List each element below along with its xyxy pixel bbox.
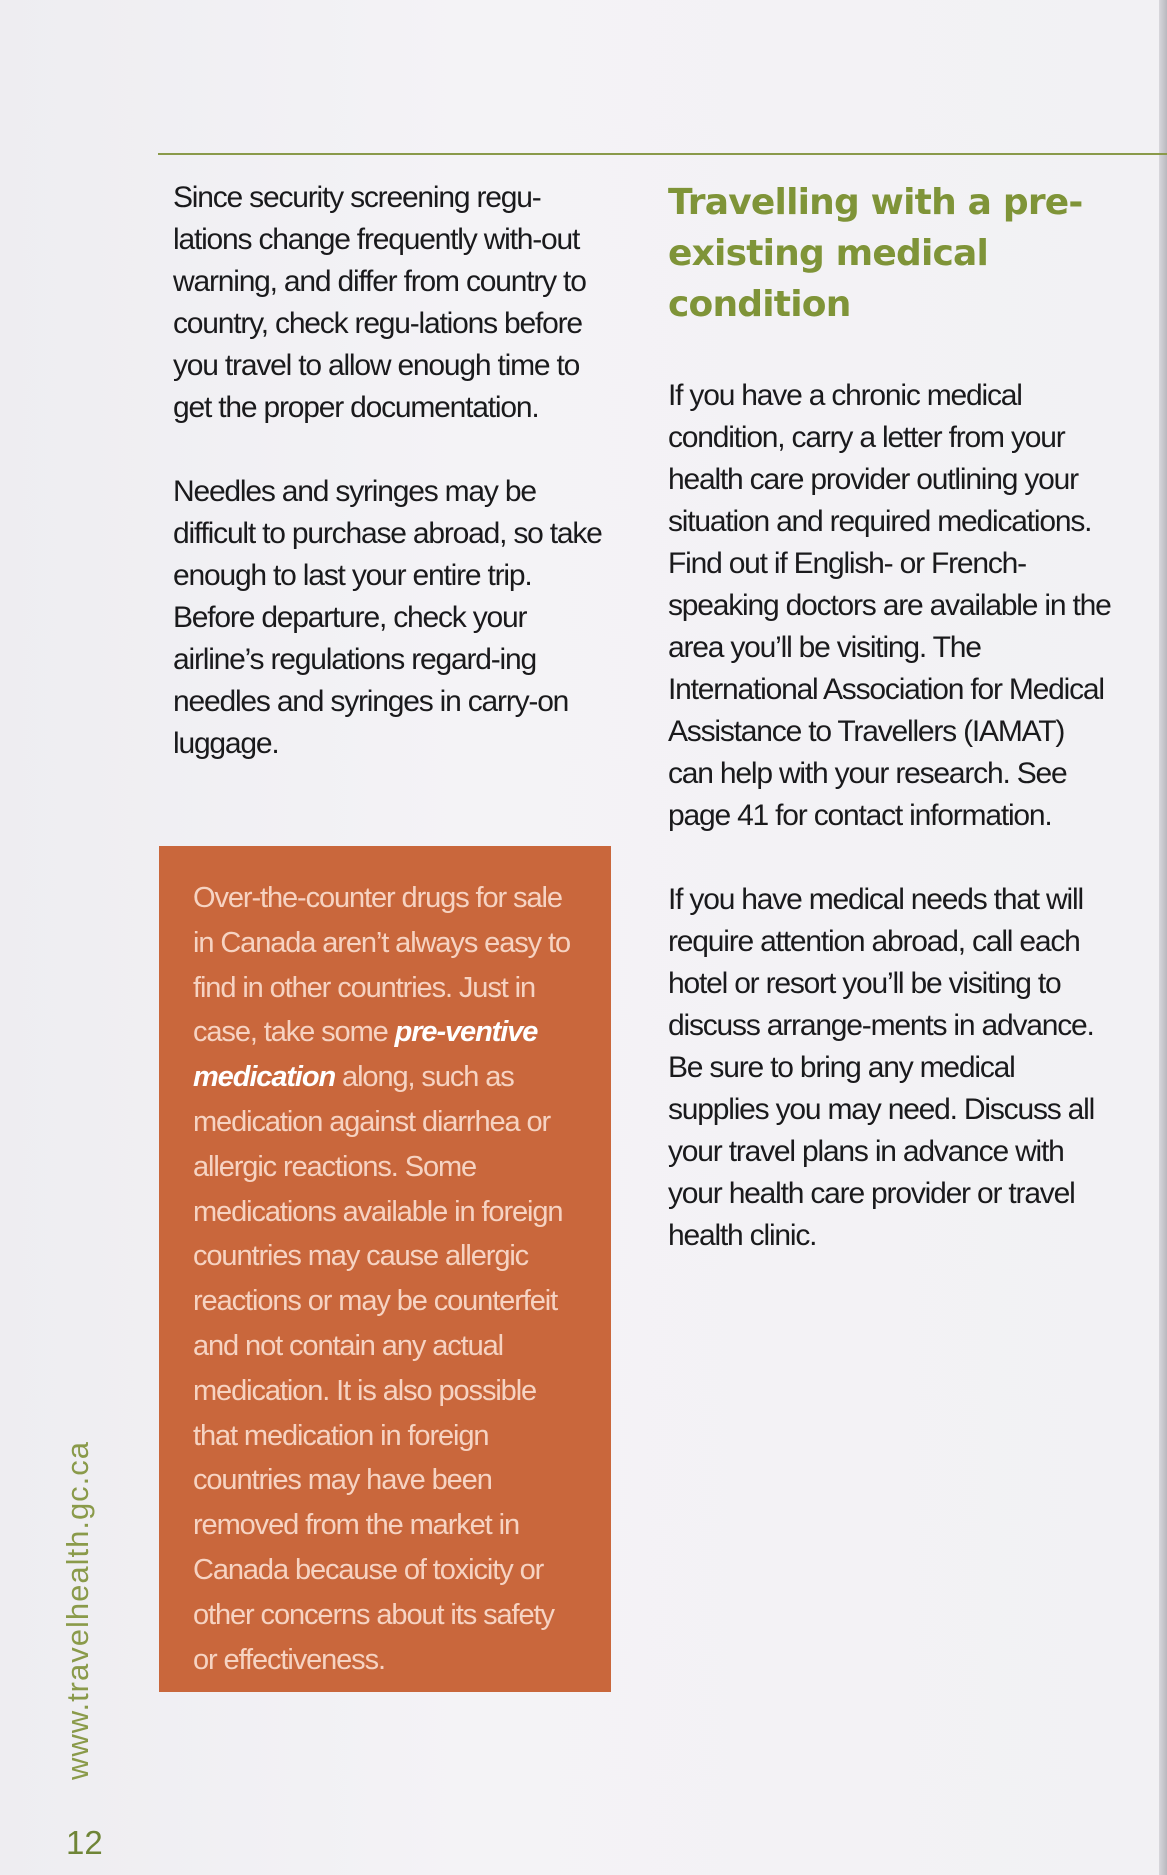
callout-text [193,876,581,1682]
right-paragraph-medical-needs: If you have medical needs that will require attention abroad, call each hotel or resort you’ll be visiting to discuss arrange-ments in advance. Be sure to bring any medical supplies you may need. Discuss all your travel plans in advance with your health care provider or travel health clinic. [668,883,1095,1252]
left-paragraph-needles: Needles and syringes may be difficult to purchase abroad, so take enough to last your entire trip. Before departure, check your airline’s regulations regard-ing needles and syringes in carry-on luggage. [173,475,602,760]
callout-box [159,846,611,1692]
right-column [668,177,1114,1299]
section-heading: Travelling with a pre-existing medical condition [668,182,1083,325]
page-spine [1159,0,1167,1875]
page-number: 12 [66,1824,103,1861]
left-column [173,177,613,807]
left-paragraph-security: Since security screening regu-lations change frequently with-out warning, and differ from country to country, check regu-lations before you travel to allow enough time to get the proper documentation. [173,181,586,424]
callout-emphasis: pre-ventive medication [193,1016,538,1094]
right-paragraph-chronic: If you have a chronic medical condition, carry a letter from your health care provider outlining your situation and required medications. Find out if English- or French-speaking doctors are available in the area you’ll be visiting. The International Association for Medical Assistance to Travellers (IAMAT) can help with your research. See page 41 for contact information. [668,379,1111,832]
website-url: www.travelhealth.gc.ca [60,1440,95,1780]
callout-text-after: along, such as medication against diarrhea or allergic reactions. Some medications available in foreign countries may cause allergic reactions or may be counterfeit and not contain any actual medication. It is also possible that medication in foreign countries may have been removed from the market in Canada because of toxicity or other concerns about its safety or effectiveness. [193,1061,563,1676]
top-rule [158,153,1167,155]
callout-text-before: Over-the-counter drugs for sale in Canada aren’t always easy to find in other countries. Just in case, take some [193,882,570,1049]
